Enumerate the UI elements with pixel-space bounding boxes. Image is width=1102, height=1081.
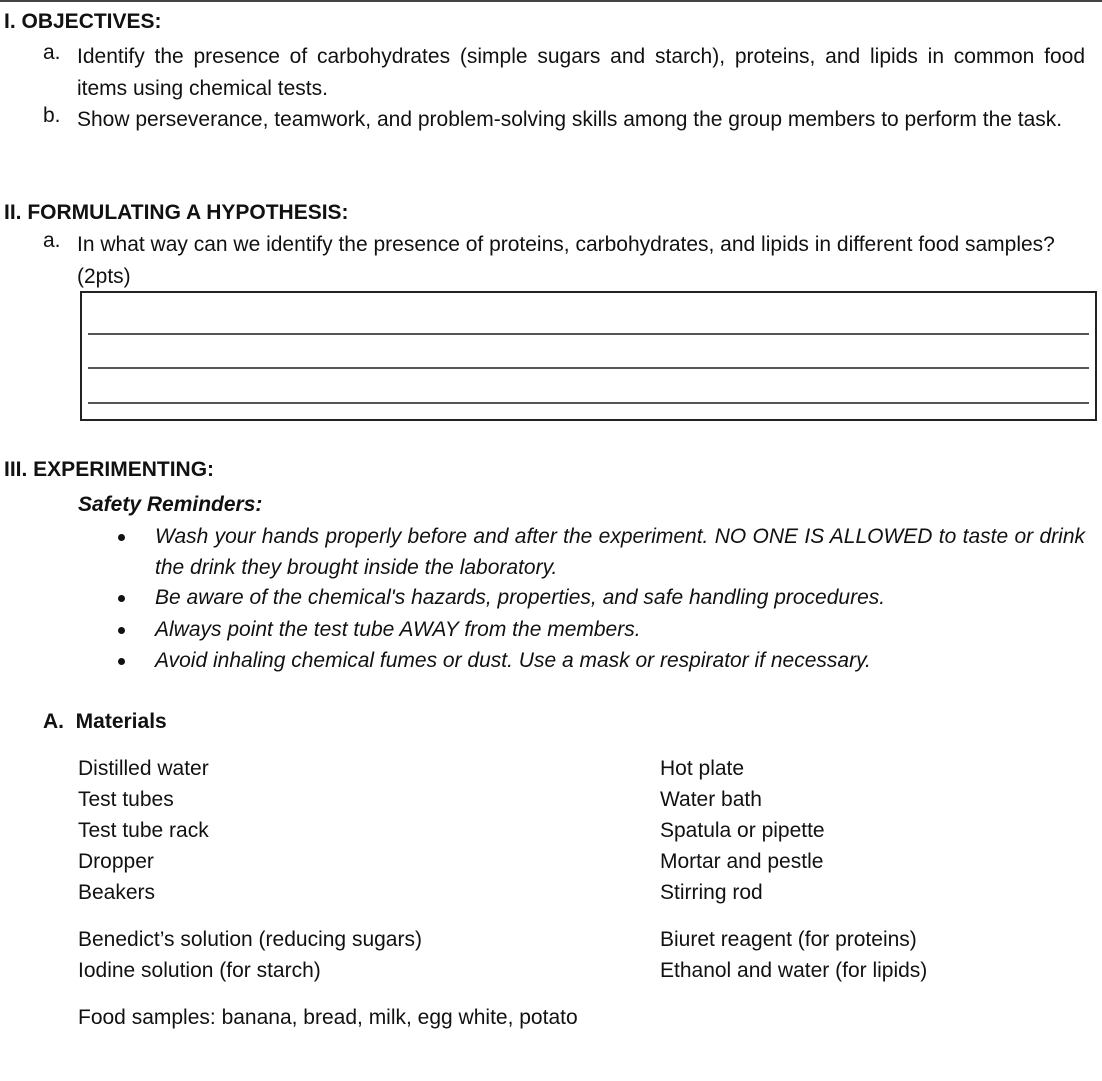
item-text: Show perseverance, teamwork, and problem-solving skills among the group members to perform the task.	[77, 108, 1063, 131]
item-label: a.	[43, 41, 61, 64]
objectives-heading: I. OBJECTIVES:	[4, 10, 162, 33]
material-item: Water bath	[660, 788, 762, 811]
objective-b	[43, 104, 1085, 136]
bullet-text: Wash your hands properly before and after the experiment. NO ONE IS ALLOWED to taste or drink the drink they brought inside the laboratory.	[155, 525, 1085, 579]
answer-line[interactable]	[88, 367, 1089, 369]
material-item: Stirring rod	[660, 881, 763, 904]
item-text: Identify the presence of carbohydrates (simple sugars and starch), proteins, and lipids in common food items using chemical tests.	[77, 45, 1085, 100]
top-border	[0, 0, 1102, 2]
material-item: Dropper	[78, 850, 154, 873]
bullet-icon	[118, 534, 125, 541]
item-text: In what way can we identify the presence of proteins, carbohydrates, and lipids in different food samples? (2pts)	[77, 233, 1055, 288]
bullet-text: Be aware of the chemical's hazards, properties, and safe handling procedures.	[155, 586, 886, 609]
bullet-text: Avoid inhaling chemical fumes or dust. Use a mask or respirator if necessary.	[155, 649, 871, 672]
material-item: Mortar and pestle	[660, 850, 824, 873]
answer-line[interactable]	[88, 333, 1089, 335]
answer-box[interactable]	[80, 291, 1097, 421]
material-item: Beakers	[78, 881, 156, 904]
item-label: b.	[43, 104, 61, 127]
hypothesis-question-a	[43, 229, 1085, 293]
bullet-icon	[118, 627, 125, 634]
material-item: Hot plate	[660, 757, 745, 780]
material-item: Test tube rack	[78, 819, 209, 842]
answer-line[interactable]	[88, 402, 1089, 404]
reagent-item: Benedict’s solution (reducing sugars)	[78, 928, 422, 951]
safety-bullet	[118, 614, 1085, 645]
reagent-item: Biuret reagent (for proteins)	[660, 928, 917, 951]
material-item: Spatula or pipette	[660, 819, 825, 842]
safety-bullet	[118, 521, 1085, 583]
bullet-icon	[118, 595, 125, 602]
safety-bullet	[118, 582, 1085, 613]
material-item: Distilled water	[78, 757, 209, 780]
hypothesis-heading: II. FORMULATING A HYPOTHESIS:	[4, 201, 349, 224]
safety-bullet	[118, 645, 1085, 676]
bullet-icon	[118, 658, 125, 665]
objective-a	[43, 41, 1085, 105]
bullet-text: Always point the test tube AWAY from the members.	[155, 618, 641, 641]
experimenting-heading: III. EXPERIMENTING:	[4, 458, 215, 481]
material-item: Test tubes	[78, 788, 174, 811]
food-samples: Food samples: banana, bread, milk, egg white, potato	[78, 1006, 578, 1029]
materials-heading: A. Materials	[43, 710, 167, 733]
safety-title: Safety Reminders:	[78, 493, 263, 516]
item-label: a.	[43, 229, 61, 252]
reagent-item: Ethanol and water (for lipids)	[660, 959, 928, 982]
reagent-item: Iodine solution (for starch)	[78, 959, 321, 982]
